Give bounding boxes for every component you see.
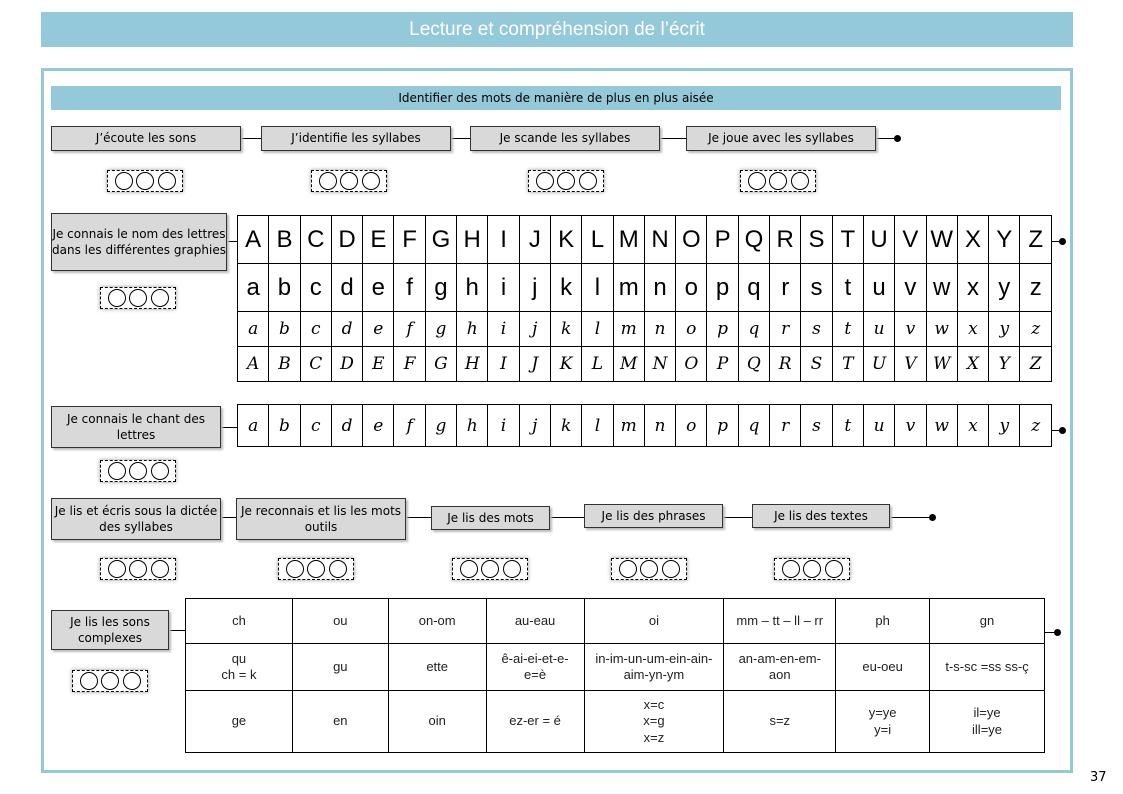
letter-cell: h bbox=[457, 405, 488, 447]
letter-cell: l bbox=[582, 312, 613, 347]
letter-cell: F bbox=[394, 216, 425, 264]
letter-cell: X bbox=[957, 347, 988, 382]
letter-cell: v bbox=[895, 264, 926, 312]
letter-cell: u bbox=[863, 405, 894, 447]
progress-circles[interactable] bbox=[311, 170, 387, 192]
letter-cell: W bbox=[926, 347, 957, 382]
letter-cell: o bbox=[676, 405, 707, 447]
letter-cell: P bbox=[707, 347, 738, 382]
letter-cell: a bbox=[238, 312, 269, 347]
sound-cell: an-am-en-em-aon bbox=[724, 644, 836, 691]
letter-cell: m bbox=[613, 312, 644, 347]
letter-cell: s bbox=[801, 312, 832, 347]
letter-cell: M bbox=[613, 347, 644, 382]
sound-cell: il=ye ill=ye bbox=[930, 691, 1045, 753]
letter-cell: H bbox=[457, 347, 488, 382]
letter-cell: U bbox=[863, 347, 894, 382]
progress-circles[interactable] bbox=[107, 170, 183, 192]
letter-cell: k bbox=[550, 312, 581, 347]
letter-cell: Y bbox=[989, 216, 1020, 264]
sound-cell: en bbox=[292, 691, 388, 753]
letter-cell: P bbox=[707, 216, 738, 264]
letter-cell: d bbox=[331, 312, 362, 347]
page-header: Lecture et compréhension de l’écrit bbox=[41, 12, 1073, 47]
step-box: J’écoute les sons bbox=[51, 126, 241, 151]
step-box: Je lis et écris sous la dictée des syllabes bbox=[51, 498, 221, 540]
letter-cell: i bbox=[488, 312, 519, 347]
letter-cell: c bbox=[300, 312, 331, 347]
letter-cell: h bbox=[457, 264, 488, 312]
letter-cell: p bbox=[707, 264, 738, 312]
sound-cell: ge bbox=[186, 691, 293, 753]
letter-cell: u bbox=[863, 312, 894, 347]
letter-cell: T bbox=[832, 347, 863, 382]
step-box: Je connais le nom des lettres dans les différentes graphies bbox=[51, 213, 227, 271]
sound-cell: gn bbox=[930, 599, 1045, 644]
letter-cell: s bbox=[801, 264, 832, 312]
sound-cell: ette bbox=[388, 644, 486, 691]
letter-cell: K bbox=[550, 216, 581, 264]
letter-cell: x bbox=[957, 264, 988, 312]
letter-cell: l bbox=[582, 405, 613, 447]
letter-cell: e bbox=[363, 264, 394, 312]
letter-cell: D bbox=[331, 216, 362, 264]
step-box: Je lis les sons complexes bbox=[51, 610, 169, 650]
letter-cell: q bbox=[738, 264, 769, 312]
letter-cell: f bbox=[394, 264, 425, 312]
letter-cell: v bbox=[895, 405, 926, 447]
letter-cell: J bbox=[519, 216, 550, 264]
letter-cell: Z bbox=[1020, 347, 1052, 382]
step-box: J’identifie les syllabes bbox=[261, 126, 451, 151]
sound-cell: in-im-un-um-ein-ain-aim-yn-ym bbox=[584, 644, 724, 691]
letter-cell: z bbox=[1020, 405, 1052, 447]
letter-cell: f bbox=[394, 405, 425, 447]
letter-cell: c bbox=[300, 264, 331, 312]
sound-cell: x=c x=g x=z bbox=[584, 691, 724, 753]
letter-cell: y bbox=[989, 264, 1020, 312]
letter-cell: j bbox=[519, 264, 550, 312]
letter-cell: M bbox=[613, 216, 644, 264]
progress-circles[interactable] bbox=[611, 558, 687, 580]
progress-circles[interactable] bbox=[774, 558, 850, 580]
letter-cell: s bbox=[801, 405, 832, 447]
letter-cell: X bbox=[957, 216, 988, 264]
sound-cell: ch bbox=[186, 599, 293, 644]
letter-cell: g bbox=[425, 405, 456, 447]
step-box: Je joue avec les syllabes bbox=[686, 126, 876, 151]
letter-cell: z bbox=[1020, 264, 1052, 312]
letter-cell: I bbox=[488, 216, 519, 264]
progress-circles[interactable] bbox=[72, 670, 148, 692]
letter-cell: g bbox=[425, 312, 456, 347]
sound-cell: gu bbox=[292, 644, 388, 691]
letter-cell: e bbox=[363, 405, 394, 447]
letter-cell: z bbox=[1020, 312, 1052, 347]
letter-cell: i bbox=[488, 264, 519, 312]
letter-cell: o bbox=[676, 312, 707, 347]
letter-cell: m bbox=[613, 405, 644, 447]
letter-cell: Y bbox=[989, 347, 1020, 382]
letter-cell: r bbox=[770, 264, 801, 312]
letter-cell: j bbox=[519, 405, 550, 447]
sound-cell: y=ye y=i bbox=[836, 691, 930, 753]
letter-cell: r bbox=[770, 312, 801, 347]
progress-circles[interactable] bbox=[100, 460, 176, 482]
letter-cell: d bbox=[331, 264, 362, 312]
letter-cell: y bbox=[989, 405, 1020, 447]
letter-cell: t bbox=[832, 405, 863, 447]
letter-cell: J bbox=[519, 347, 550, 382]
letter-cell: I bbox=[488, 347, 519, 382]
progress-circles[interactable] bbox=[100, 287, 176, 309]
letter-cell: c bbox=[300, 405, 331, 447]
step-box: Je lis des mots bbox=[431, 506, 550, 530]
step-box: Je scande les syllabes bbox=[470, 126, 660, 151]
progress-circles[interactable] bbox=[452, 558, 528, 580]
letter-cell: Z bbox=[1020, 216, 1052, 264]
sound-cell: t-s-sc =ss ss-ç bbox=[930, 644, 1045, 691]
letter-cell: K bbox=[550, 347, 581, 382]
letter-cell: D bbox=[331, 347, 362, 382]
table-row bbox=[186, 644, 1045, 691]
step-box: Je reconnais et lis les mots outils bbox=[236, 498, 406, 540]
letter-cell: b bbox=[269, 264, 300, 312]
sound-cell: oin bbox=[388, 691, 486, 753]
letter-cell: a bbox=[238, 264, 269, 312]
progress-circles[interactable] bbox=[740, 170, 816, 192]
letter-cell: t bbox=[832, 264, 863, 312]
alphabet-table bbox=[237, 215, 1052, 382]
step-box: Je lis des phrases bbox=[584, 504, 723, 528]
letter-cell: n bbox=[644, 312, 675, 347]
complex-sounds-table bbox=[185, 598, 1045, 753]
end-dot bbox=[1059, 427, 1066, 434]
letter-cell: O bbox=[676, 216, 707, 264]
letter-cell: B bbox=[269, 216, 300, 264]
letter-cell: j bbox=[519, 312, 550, 347]
letter-cell: O bbox=[676, 347, 707, 382]
letter-cell: S bbox=[801, 216, 832, 264]
letter-cell: W bbox=[926, 216, 957, 264]
end-dot bbox=[929, 514, 936, 521]
letter-cell: m bbox=[613, 264, 644, 312]
letter-cell: n bbox=[644, 405, 675, 447]
letter-cell: o bbox=[676, 264, 707, 312]
letter-cell: B bbox=[269, 347, 300, 382]
table-row bbox=[186, 691, 1045, 753]
progress-circles[interactable] bbox=[278, 558, 354, 580]
letter-cell: r bbox=[770, 405, 801, 447]
sound-cell: s=z bbox=[724, 691, 836, 753]
table-row bbox=[186, 599, 1045, 644]
letter-cell: x bbox=[957, 405, 988, 447]
letter-cell: Q bbox=[738, 216, 769, 264]
letter-cell: G bbox=[425, 347, 456, 382]
letter-cell: l bbox=[582, 264, 613, 312]
letter-cell: G bbox=[425, 216, 456, 264]
sound-cell: ou bbox=[292, 599, 388, 644]
letter-cell: N bbox=[644, 216, 675, 264]
sound-cell: oi bbox=[584, 599, 724, 644]
letter-cell: Q bbox=[738, 347, 769, 382]
letter-cell: i bbox=[488, 405, 519, 447]
page-number: 37 bbox=[1090, 770, 1107, 785]
step-box: Je lis des textes bbox=[752, 504, 890, 528]
letter-cell: C bbox=[300, 347, 331, 382]
progress-circles[interactable] bbox=[528, 170, 604, 192]
letter-cell: w bbox=[926, 312, 957, 347]
sound-cell: ez-er = é bbox=[486, 691, 584, 753]
letter-cell: q bbox=[738, 312, 769, 347]
end-dot bbox=[1059, 238, 1066, 245]
letter-cell: h bbox=[457, 312, 488, 347]
letter-cell: R bbox=[770, 347, 801, 382]
end-dot bbox=[894, 135, 901, 142]
letter-cell: v bbox=[895, 312, 926, 347]
sound-cell: on-om bbox=[388, 599, 486, 644]
letter-cell: e bbox=[363, 312, 394, 347]
letter-cell: L bbox=[582, 347, 613, 382]
letter-cell: E bbox=[363, 216, 394, 264]
letter-cell: N bbox=[644, 347, 675, 382]
letter-cell: a bbox=[238, 405, 269, 447]
letter-cell: A bbox=[238, 347, 269, 382]
sound-cell: mm – tt – ll – rr bbox=[724, 599, 836, 644]
sound-cell: au-eau bbox=[486, 599, 584, 644]
letter-cell: R bbox=[770, 216, 801, 264]
letter-cell: U bbox=[863, 216, 894, 264]
letter-cell: w bbox=[926, 264, 957, 312]
letter-cell: b bbox=[269, 405, 300, 447]
letter-cell: f bbox=[394, 312, 425, 347]
letter-cell: y bbox=[989, 312, 1020, 347]
letter-cell: S bbox=[801, 347, 832, 382]
progress-circles[interactable] bbox=[100, 558, 176, 580]
section-title: Identifier des mots de manière de plus en plus aisée bbox=[51, 86, 1061, 110]
letter-cell: k bbox=[550, 405, 581, 447]
letter-cell: F bbox=[394, 347, 425, 382]
letter-cell: k bbox=[550, 264, 581, 312]
letter-chant-table bbox=[237, 404, 1052, 447]
sound-cell: ph bbox=[836, 599, 930, 644]
letter-cell: b bbox=[269, 312, 300, 347]
letter-cell: g bbox=[425, 264, 456, 312]
letter-cell: p bbox=[707, 405, 738, 447]
letter-cell: u bbox=[863, 264, 894, 312]
letter-cell: H bbox=[457, 216, 488, 264]
letter-cell: A bbox=[238, 216, 269, 264]
end-dot bbox=[1054, 629, 1061, 636]
sound-cell: qu ch = k bbox=[186, 644, 293, 691]
letter-cell: T bbox=[832, 216, 863, 264]
sound-cell: ê-ai-ei-et-e-e=è bbox=[486, 644, 584, 691]
letter-cell: w bbox=[926, 405, 957, 447]
letter-cell: d bbox=[331, 405, 362, 447]
letter-cell: L bbox=[582, 216, 613, 264]
letter-cell: p bbox=[707, 312, 738, 347]
letter-cell: V bbox=[895, 347, 926, 382]
letter-cell: q bbox=[738, 405, 769, 447]
letter-cell: V bbox=[895, 216, 926, 264]
letter-cell: n bbox=[644, 264, 675, 312]
letter-cell: E bbox=[363, 347, 394, 382]
sound-cell: eu-oeu bbox=[836, 644, 930, 691]
letter-cell: t bbox=[832, 312, 863, 347]
step-box: Je connais le chant des lettres bbox=[51, 406, 221, 448]
letter-cell: C bbox=[300, 216, 331, 264]
letter-cell: x bbox=[957, 312, 988, 347]
